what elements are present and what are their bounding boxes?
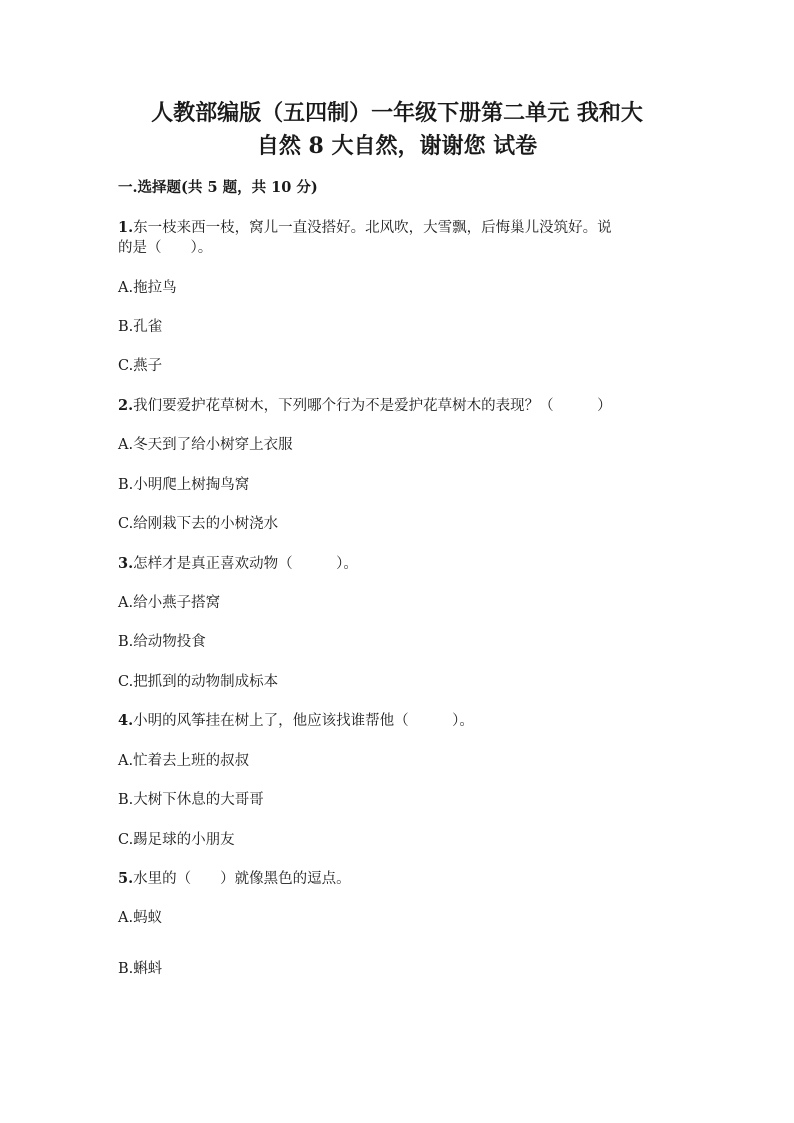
question-4-number: 4. bbox=[118, 712, 134, 729]
question-1-option-b: B.孔雀 bbox=[118, 319, 163, 335]
page-title-line-1: 人教部编版（五四制）一年级下册第二单元 我和大 bbox=[151, 100, 643, 126]
question-4-option-a: A.忙着去上班的叔叔 bbox=[118, 753, 250, 769]
question-2-option-b: B.小明爬上树掏鸟窝 bbox=[118, 477, 250, 493]
page-title-line-2: 自然 8 大自然，谢谢您 试卷 bbox=[256, 133, 538, 159]
question-1-number: 1. bbox=[118, 219, 134, 236]
question-4-stem bbox=[118, 711, 474, 731]
question-2-stem bbox=[118, 396, 612, 416]
question-2-text: 我们要爱护花草树木，下列哪个行为不是爱护花草树木的表现？（ ） bbox=[133, 398, 612, 414]
question-4-text: 小明的风筝挂在树上了，他应该找谁帮他（ ）。 bbox=[133, 713, 474, 729]
question-3-number: 3. bbox=[118, 555, 134, 572]
question-5-option-b: B.蝌蚪 bbox=[118, 961, 163, 977]
question-3-text: 怎样才是真正喜欢动物（ ）。 bbox=[133, 556, 358, 572]
section-heading: 一.选择题(共 5 题，共 10 分) bbox=[118, 179, 318, 196]
question-3-option-c: C.把抓到的动物制成标本 bbox=[118, 674, 279, 690]
question-3-stem bbox=[118, 554, 358, 574]
question-1-stem-line-1 bbox=[118, 218, 612, 238]
question-1-option-c: C.燕子 bbox=[118, 358, 163, 374]
question-2-number: 2. bbox=[118, 397, 134, 414]
question-2-option-a: A.冬天到了给小树穿上衣服 bbox=[118, 437, 293, 453]
question-5-text: 水里的（ ）就像黑色的逗点。 bbox=[133, 871, 351, 887]
question-2-option-c: C.给刚栽下去的小树浇水 bbox=[118, 516, 279, 532]
question-5-stem bbox=[118, 869, 351, 889]
question-1-text: 东一枝来西一枝，窝儿一直没搭好。北风吹，大雪飘，后悔巢儿没筑好。说 bbox=[133, 220, 612, 236]
question-4-option-c: C.踢足球的小朋友 bbox=[118, 832, 235, 848]
question-5-option-a: A.蚂蚁 bbox=[118, 910, 163, 926]
question-5-number: 5. bbox=[118, 870, 134, 887]
question-1-option-a: A.拖拉鸟 bbox=[118, 280, 177, 296]
question-3-option-b: B.给动物投食 bbox=[118, 634, 206, 650]
question-1-stem-line-2: 的是（ ）。 bbox=[118, 240, 213, 256]
question-4-option-b: B.大树下休息的大哥哥 bbox=[118, 792, 264, 808]
question-3-option-a: A.给小燕子搭窝 bbox=[118, 595, 221, 611]
